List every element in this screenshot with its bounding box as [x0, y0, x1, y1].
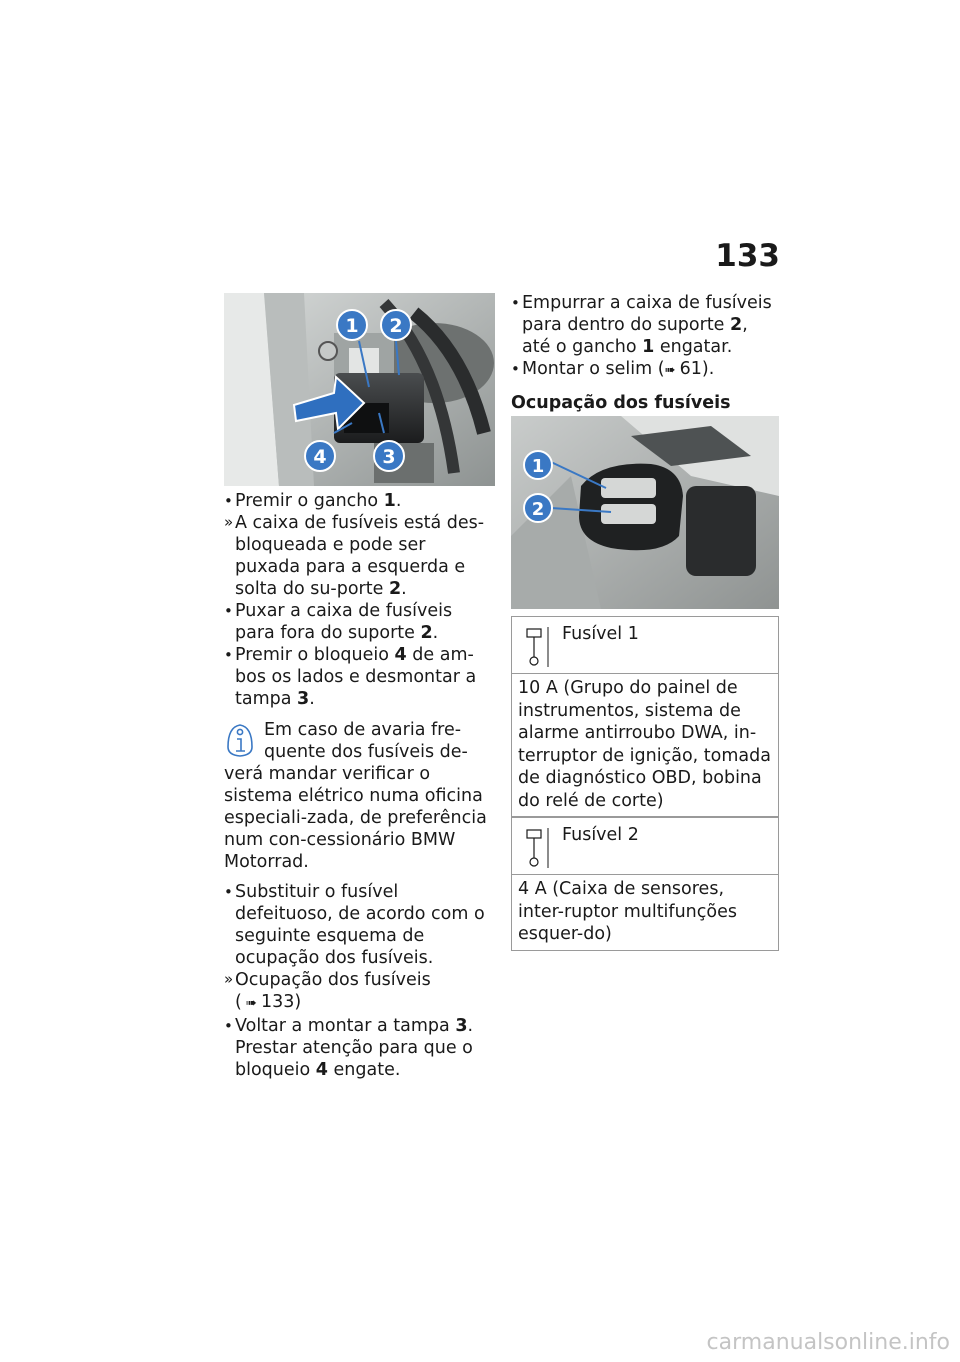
- info-icon: [224, 719, 256, 759]
- fuse-icon: [524, 826, 554, 870]
- fuse-assignment-illustration: [511, 416, 779, 609]
- step-press-hook: • Premir o gancho 1.: [224, 491, 402, 511]
- page-number: 133: [715, 238, 780, 274]
- page-reference-link[interactable]: 61: [679, 359, 702, 379]
- bullet-icon: •: [224, 602, 233, 620]
- step-remove-cover: • Premir o bloqueio 4 de am-bos os lados e desmontar a tampa 3.: [224, 645, 477, 709]
- fuse-icon: [524, 625, 554, 669]
- callout-label: 2: [531, 499, 545, 520]
- step-fit-seat: • Montar o selim (➠ 61).: [511, 359, 715, 379]
- callout-label: 1: [531, 456, 545, 477]
- result-fuse-assignment-ref: » Ocupação dos fusíveis ( ➠ 133): [224, 970, 431, 1012]
- fuse-2-header: [512, 818, 778, 875]
- fuse-box-photo: [224, 293, 495, 486]
- bullet-icon: •: [224, 646, 233, 664]
- bullet-icon: •: [224, 1017, 233, 1035]
- callout-4: [305, 441, 335, 471]
- result-chevron-icon: »: [224, 970, 234, 988]
- fuse-1-header: [512, 617, 778, 674]
- callout-label: 1: [345, 315, 359, 337]
- section-title: Ocupação dos fusíveis: [511, 393, 731, 413]
- fuse-description: 4 A (Caixa de sensores, inter-ruptor multifunções esquer-do): [518, 879, 737, 944]
- bullet-icon: •: [224, 492, 233, 510]
- fuse-2-table: [511, 817, 779, 951]
- fuse-1-table: [511, 616, 779, 817]
- fuse-name: Fusível 2: [562, 825, 639, 845]
- info-note: [224, 719, 494, 873]
- fuse-description: 10 A (Grupo do painel de instrumentos, sistema de alarme antirroubo DWA, in-terruptor de ignição, tomada de diagnóstico OBD, bobina do relé de corte): [518, 678, 771, 811]
- callout-label: 4: [313, 446, 327, 468]
- step-pull-fuse-box: • Puxar a caixa de fusíveis para fora do suporte 2.: [224, 601, 453, 643]
- step-push-fuse-box: • Empurrar a caixa de fusíveis para dentro do suporte 2, até o gancho 1 engatar.: [511, 293, 772, 357]
- page-reference-link[interactable]: 133: [261, 992, 295, 1012]
- callout-1: [524, 451, 552, 479]
- callout-2: [524, 494, 552, 522]
- page-reference-arrow-icon: ➠: [241, 996, 261, 1011]
- right-column: [511, 292, 779, 414]
- bullet-icon: •: [511, 360, 520, 378]
- callout-label: 2: [389, 315, 403, 337]
- watermark: carmanualsonline.info: [706, 1330, 950, 1355]
- bullet-icon: •: [511, 294, 520, 312]
- page-reference-arrow-icon: ➠: [664, 363, 680, 378]
- note-text: Em caso de avaria fre-quente dos fusíveis de-verá mandar verificar o sistema elétrico numa oficina especiali-zada, de preferência num con-cessionário BMW Motorrad.: [224, 720, 487, 872]
- result-fuse-box-unlocked: » A caixa de fusíveis está des-bloqueada e pode ser puxada para a esquerda e solta do su-porte 2.: [224, 513, 485, 599]
- fuse-box-illustration: [224, 293, 495, 486]
- bullet-icon: •: [224, 883, 233, 901]
- callout-3: [374, 441, 404, 471]
- result-chevron-icon: »: [224, 513, 234, 531]
- callout-label: 3: [382, 446, 396, 468]
- fuse-assignment-photo: [511, 416, 779, 609]
- callout-2: [381, 310, 411, 340]
- callout-1: [337, 310, 367, 340]
- step-replace-fuse: • Substituir o fusível defeituoso, de acordo com o seguinte esquema de ocupação dos fusíveis.: [224, 882, 485, 968]
- left-column: [224, 490, 494, 1081]
- step-refit-cover: • Voltar a montar a tampa 3. Prestar atenção para que o bloqueio 4 engate.: [224, 1016, 474, 1080]
- fuse-name: Fusível 1: [562, 624, 639, 644]
